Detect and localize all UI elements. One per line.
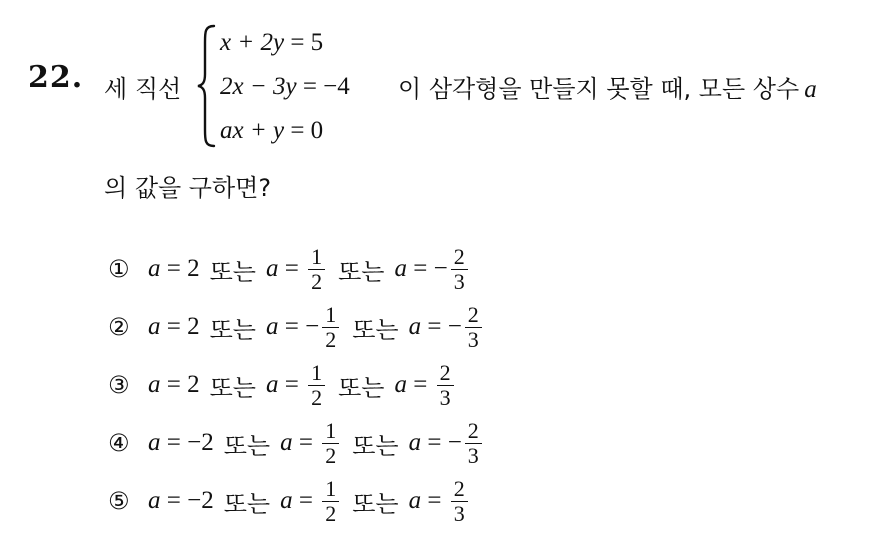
equation-lhs: x + 2y [220, 29, 285, 56]
fraction-numerator: 2 [451, 245, 468, 270]
first-value: −2 [187, 429, 214, 456]
sign: − [305, 313, 320, 340]
answer-choice-5[interactable] [108, 472, 485, 530]
fraction-numerator: 1 [322, 303, 339, 328]
variable-a: a = [408, 429, 448, 456]
fraction-denominator: 2 [311, 384, 323, 410]
equation-rhs: 5 [310, 29, 324, 56]
connector-text: 또는 [209, 315, 256, 344]
sign: − [447, 313, 462, 340]
fraction-denominator: 3 [439, 384, 451, 410]
stem-variable: a [804, 76, 817, 103]
variable-a: a = [265, 313, 306, 340]
answer-choice-2[interactable] [108, 298, 485, 356]
fraction-denominator: 2 [325, 442, 337, 468]
first-value: 2 [187, 371, 200, 398]
connector-text: 또는 [209, 257, 256, 286]
connector-text: 또는 [223, 431, 271, 460]
variable-a: a = [148, 313, 188, 340]
first-value: 2 [187, 255, 200, 282]
fraction [308, 245, 325, 294]
fraction-numerator: 2 [437, 361, 454, 386]
fraction-numerator: 2 [465, 419, 482, 444]
answer-choice-3[interactable] [108, 356, 485, 414]
fraction [322, 303, 339, 352]
choice-marker: ⑤ [108, 487, 130, 515]
equation-row: ax + y = 0 [220, 117, 324, 144]
variable-a: a = [394, 371, 434, 398]
choice-marker: ③ [108, 371, 130, 399]
variable-a: a = [148, 371, 188, 398]
problem-number: 22. [28, 60, 84, 95]
connector-text: 또는 [338, 257, 385, 286]
stem-line2: 의 값을 구하면? [104, 174, 272, 202]
variable-a: a = [265, 371, 306, 398]
fraction [322, 419, 339, 468]
variable-a: a = [148, 429, 188, 456]
fraction [465, 303, 482, 352]
variable-a: a = [148, 255, 188, 282]
variable-a: a = [280, 429, 320, 456]
fraction [451, 477, 468, 526]
fraction [437, 361, 454, 410]
stem-tail-text: 이 삼각형을 만들지 못할 때, 모든 상수 [398, 75, 800, 103]
connector-text: 또는 [352, 489, 399, 518]
variable-a: a = [280, 487, 320, 514]
first-value: 2 [187, 313, 200, 340]
equation-lhs: 2x − 3y [220, 73, 297, 100]
fraction [322, 477, 339, 526]
first-value: −2 [187, 487, 214, 514]
connector-text: 또는 [223, 489, 271, 518]
fraction-denominator: 2 [325, 326, 337, 352]
fraction-numerator: 1 [308, 361, 325, 386]
equation-system [220, 26, 350, 158]
equation-rhs: 0 [310, 117, 324, 144]
fraction-numerator: 1 [322, 419, 339, 444]
variable-a: a = [408, 487, 448, 514]
fraction-denominator: 3 [453, 500, 465, 526]
answer-choices [108, 240, 485, 530]
equation-row: 2x − 3y = −4 [220, 73, 350, 100]
equation-rhs: −4 [323, 73, 350, 100]
choice-marker: ④ [108, 429, 130, 457]
connector-text: 또는 [338, 373, 385, 402]
left-brace-icon [196, 24, 218, 148]
variable-a: a = [265, 255, 306, 282]
equation-lhs: ax + y [220, 117, 285, 144]
connector-text: 또는 [209, 373, 256, 402]
fraction [308, 361, 325, 410]
fraction-denominator: 2 [325, 500, 337, 526]
sign: − [433, 255, 448, 282]
fraction [451, 245, 468, 294]
variable-a: a = [148, 487, 188, 514]
variable-a: a = [408, 313, 448, 340]
choice-marker: ① [108, 255, 130, 283]
fraction-numerator: 1 [308, 245, 325, 270]
fraction-denominator: 3 [453, 268, 465, 294]
sign: − [447, 429, 462, 456]
answer-choice-4[interactable] [108, 414, 485, 472]
variable-a: a = [394, 255, 434, 282]
choice-marker: ② [108, 313, 130, 341]
fraction-denominator: 2 [311, 268, 323, 294]
fraction-denominator: 3 [467, 442, 479, 468]
fraction-numerator: 2 [465, 303, 482, 328]
stem-tail [398, 69, 817, 104]
fraction [465, 419, 482, 468]
answer-choice-1[interactable] [108, 240, 485, 298]
fraction-numerator: 2 [451, 477, 468, 502]
connector-text: 또는 [352, 431, 399, 460]
fraction-numerator: 1 [322, 477, 339, 502]
connector-text: 또는 [352, 315, 399, 344]
stem-lead: 세 직선 [104, 75, 182, 103]
fraction-denominator: 3 [467, 326, 479, 352]
equation-row: x + 2y = 5 [220, 29, 324, 56]
